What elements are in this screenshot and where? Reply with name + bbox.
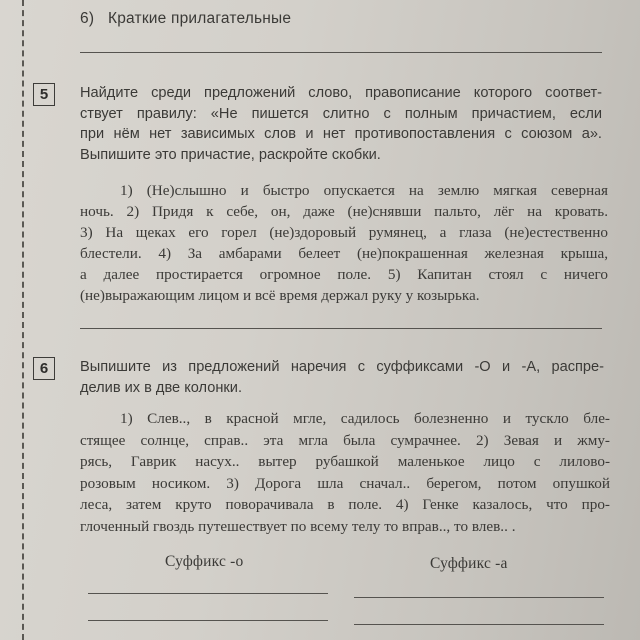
- passage-line: розовым носиком. 3) Дорога шла сначал.. берегом, потом опушкой: [80, 474, 610, 492]
- task6-prompt-line: делив их в две колонки.: [80, 380, 242, 396]
- answer-line: [80, 52, 602, 53]
- passage-line: ночь. 2) Придя к себе, он, даже (не)снявши пальто, лёг на кровать.: [80, 203, 608, 220]
- passage-line: глоченный гвоздь путешествует по всему телу то вправ.., то влев.. .: [80, 517, 516, 535]
- column-header-a: Суффикс -а: [430, 555, 508, 572]
- passage-line: 3) На щеках его горел (не)здоровый румянец, а глаза (не)естественно: [80, 224, 608, 241]
- prev-item-text: Краткие прилагательные: [108, 10, 292, 27]
- cut-line: [22, 0, 24, 640]
- task-number-6: 6: [33, 357, 55, 380]
- task5-prompt-line: Найдите среди предложений слово, правописание которого соответ-: [80, 85, 602, 101]
- task5-prompt-line: при нём нет зависимых слов и нет противопоставления с союзом а».: [80, 126, 602, 142]
- task5-prompt: [80, 83, 602, 165]
- task6-prompt-line: Выпишите из предложений наречия с суффиксами -О и -А, распре-: [80, 359, 604, 375]
- passage-line: (не)выражающим лицом и всё время держал руку у козырька.: [80, 287, 480, 304]
- task5-prompt-line: ствует правилу: «Не пишется слитно с полным причастием, если: [80, 105, 602, 122]
- task5-prompt-line: Выпишите это причастие, раскройте скобки.: [80, 146, 381, 163]
- answer-line-a-1: [354, 597, 604, 598]
- answer-line: [80, 328, 602, 329]
- passage-line: рясь, Гаврик насух.. вытер рубашкой маленькое лицо с лилово-: [80, 453, 610, 470]
- passage-line: блестели. 4) За амбарами белеет (не)покрашенная железная крыша,: [80, 245, 608, 262]
- passage-line: 1) (Не)слышно и быстро опускается на землю мягкая северная: [120, 182, 608, 199]
- passage-line: 1) Слев.., в красной мгле, садилось болезненно и тускло бле-: [120, 410, 610, 427]
- passage-line: а далее простирается огромное поле. 5) Капитан стоял с ничего: [80, 266, 608, 283]
- answer-line-o-2: [88, 620, 328, 621]
- answer-line-o-1: [88, 593, 328, 594]
- task5-passage: [80, 180, 608, 306]
- task6-prompt: [80, 357, 604, 399]
- passage-line: леса, затем круто поворачивала в поле. 4) Генке казалось, что про-: [80, 496, 610, 513]
- prev-item-label: 6): [80, 10, 95, 27]
- task-number-5: 5: [33, 83, 55, 106]
- passage-line: стящее солнце, справ.. эта мгла была сумрачнее. 2) Зевая и жму-: [80, 431, 610, 449]
- column-header-o: Суффикс -о: [165, 553, 244, 570]
- answer-line-a-2: [354, 624, 604, 625]
- task6-passage: [80, 408, 610, 537]
